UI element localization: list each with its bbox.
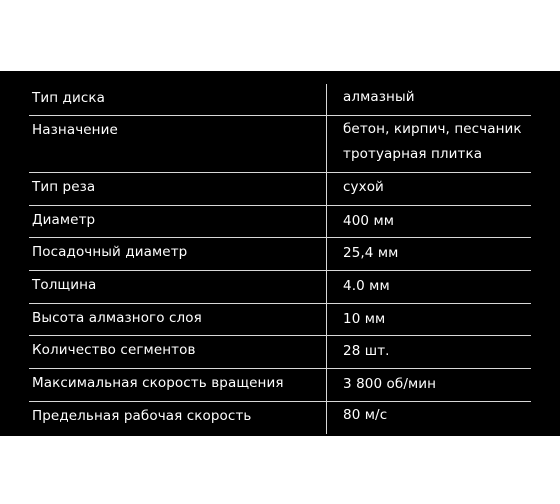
- column-divider: [326, 336, 327, 368]
- spec-table: [29, 84, 531, 434]
- spec-label: Толщина: [32, 277, 97, 293]
- spec-row-disc-type: [29, 84, 531, 116]
- column-divider: [326, 173, 327, 205]
- spec-row-max-working-speed: [29, 402, 531, 434]
- spec-label: Посадочный диаметр: [32, 244, 188, 260]
- spec-label: Высота алмазного слоя: [32, 310, 202, 326]
- spec-value: 80 м/с: [343, 407, 388, 423]
- spec-value: сухой: [343, 179, 384, 195]
- spec-value: бетон, кирпич, песчаник тротуарная плитка: [343, 121, 522, 162]
- spec-label: Предельная рабочая скорость: [32, 408, 252, 424]
- spec-value: 400 мм: [343, 213, 395, 229]
- spec-row-cut-type: [29, 173, 531, 206]
- spec-row-bore-diameter: [29, 238, 531, 271]
- spec-label: Тип диска: [32, 90, 105, 106]
- spec-value: алмазный: [343, 89, 415, 105]
- column-divider: [326, 271, 327, 303]
- column-divider: [326, 238, 327, 270]
- spec-value: 3 800 об/мин: [343, 376, 437, 392]
- column-divider: [326, 402, 327, 434]
- spec-row-diameter: [29, 206, 531, 238]
- spec-label: Диаметр: [32, 212, 96, 228]
- spec-label: Назначение: [32, 122, 118, 138]
- spec-row-max-rotation-speed: [29, 369, 531, 402]
- spec-row-purpose: [29, 116, 531, 173]
- spec-label: Количество сегментов: [32, 342, 196, 358]
- spec-label: Тип реза: [32, 179, 96, 195]
- spec-value: 4.0 мм: [343, 278, 390, 294]
- spec-label: Максимальная скорость вращения: [32, 375, 284, 391]
- spec-row-segment-count: [29, 336, 531, 369]
- spec-row-thickness: [29, 271, 531, 304]
- spec-value: 25,4 мм: [343, 245, 399, 261]
- column-divider: [326, 84, 327, 115]
- spec-row-diamond-layer-height: [29, 304, 531, 336]
- column-divider: [326, 116, 327, 172]
- column-divider: [326, 206, 327, 237]
- column-divider: [326, 304, 327, 335]
- spec-value: 28 шт.: [343, 343, 390, 359]
- spec-value: 10 мм: [343, 311, 386, 327]
- column-divider: [326, 369, 327, 401]
